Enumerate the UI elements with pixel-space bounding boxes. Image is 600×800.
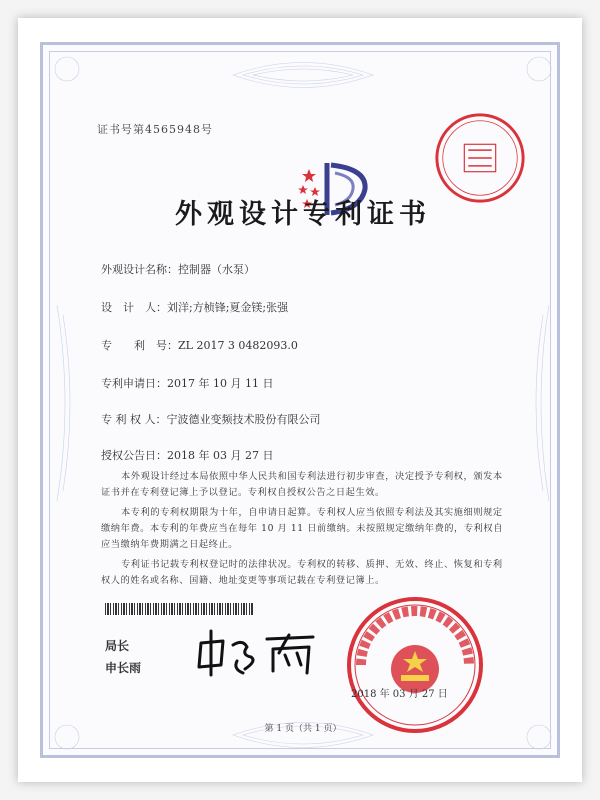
designer-label: 设 计 人： (101, 301, 167, 314)
filing-date-value: 2017 年 10 月 11 日 (167, 377, 274, 390)
certificate-title: 外观设计专利证书 (175, 199, 431, 230)
seal-date: 2018 年 03 月 27 日 (351, 689, 448, 700)
design-name-label: 外观设计名称： (101, 263, 178, 276)
patent-certificate (40, 42, 560, 758)
paragraph-1: 本外观设计经过本局依照中华人民共和国专利法进行初步审查，决定授予专利权，颁发本证书并在专利登记簿上予以登记。专利权自授权公告之日起生效。 (101, 471, 503, 498)
patent-number-value: ZL 2017 3 0482093.0 (178, 339, 298, 352)
patentee-row (101, 411, 321, 427)
grant-date-label: 授权公告日： (101, 449, 167, 462)
designer-row (101, 299, 288, 315)
barcode (105, 603, 253, 615)
designer-value: 刘洋;方桢锋;夏金镁;张强 (167, 301, 289, 314)
page-number: 第 1 页（共 1 页） (264, 724, 342, 734)
grant-date-value: 2018 年 03 月 27 日 (167, 449, 274, 462)
patentee-label: 专 利 权 人： (101, 413, 167, 426)
paragraph-2: 本专利的专利权期限为十年，自申请日起算。专利权人应当依照专利法及其实施细则规定缴纳年费。本专利的年费应当在每年 10 月 11 日前缴纳。未按照规定缴纳年费的，专利权自应当缴纳年费期满之日起终止。 (101, 507, 503, 550)
filing-date-row (101, 375, 273, 391)
signatory-title: 局长 (105, 639, 130, 653)
design-name-value: 控制器（水泵） (178, 263, 255, 276)
filing-date-label: 专利申请日： (101, 377, 167, 390)
grant-date-row (101, 447, 273, 463)
signatory-name: 申长雨 (105, 661, 142, 675)
handwritten-signature-icon (193, 625, 323, 679)
certificate-number: 证书号第4565948号 (97, 123, 213, 136)
paragraph-3: 专利证书记载专利权登记时的法律状况。专利权的转移、质押、无效、终止、恢复和专利权人的姓名或名称、国籍、地址变更等事项记载在专利登记簿上。 (101, 559, 503, 586)
design-name-row (101, 261, 255, 277)
patentee-value: 宁波德业变频技术股份有限公司 (166, 413, 321, 426)
patent-number-row (101, 337, 298, 353)
national-seal-icon (343, 593, 487, 737)
patent-number-label: 专 利 号： (101, 339, 178, 352)
